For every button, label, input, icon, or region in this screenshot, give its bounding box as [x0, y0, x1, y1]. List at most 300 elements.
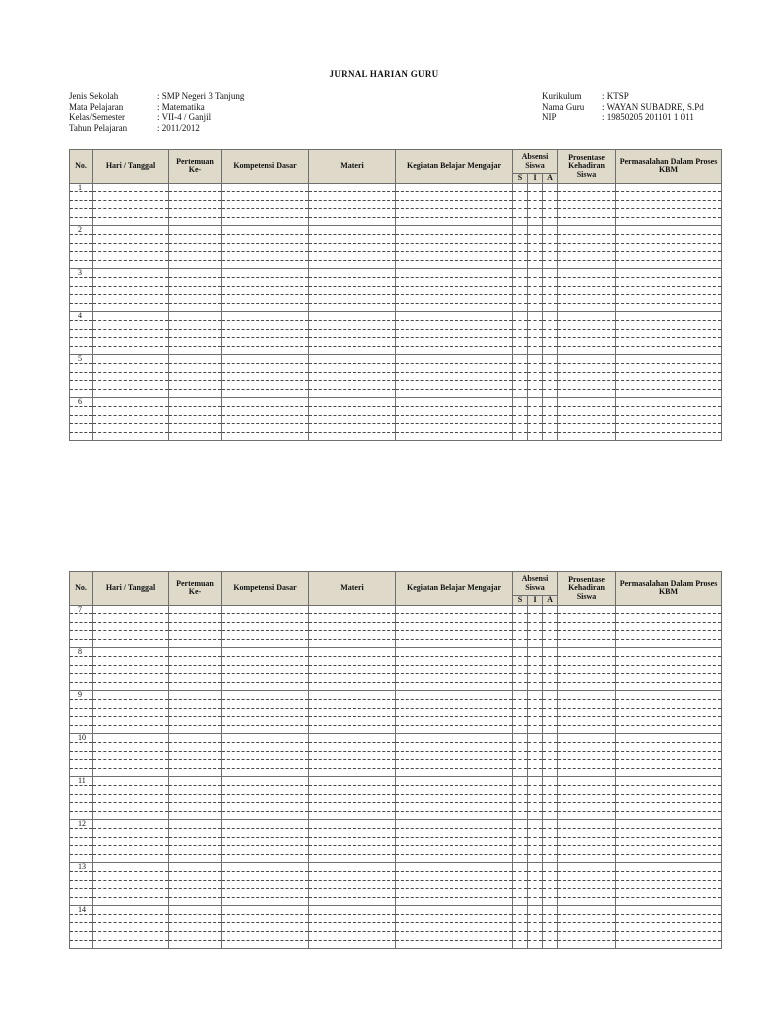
table-cell: [558, 252, 616, 261]
table-cell: [93, 708, 169, 717]
table-cell: [513, 235, 528, 244]
table-cell: [513, 674, 528, 683]
table-cell: [543, 605, 558, 614]
table-cell: [309, 777, 396, 786]
table-cell: [543, 648, 558, 657]
table-cell: [70, 303, 93, 312]
table-cell: [543, 622, 558, 631]
table-cell: [543, 252, 558, 261]
table-cell: [222, 871, 309, 880]
table-cell: [396, 871, 513, 880]
table-cell: [528, 846, 543, 855]
table-cell: [93, 871, 169, 880]
table-cell: [396, 914, 513, 923]
table-cell: [528, 329, 543, 338]
table-cell: [528, 631, 543, 640]
table-cell: [396, 906, 513, 915]
table-cell: [528, 363, 543, 372]
table-cell: [70, 657, 93, 666]
table-cell: [616, 906, 722, 915]
table-cell: [513, 837, 528, 846]
table-cell: [70, 252, 93, 261]
table-cell: [616, 269, 722, 278]
table-cell: [93, 243, 169, 252]
table-cell: [169, 415, 222, 424]
table-cell: [396, 923, 513, 932]
table-cell: [70, 381, 93, 390]
table-cell: [309, 820, 396, 829]
table-cell: [222, 914, 309, 923]
table-cell: [558, 631, 616, 640]
info-label: Mata Pelajaran: [69, 101, 124, 112]
table-cell: [396, 260, 513, 269]
table-cell: [309, 217, 396, 226]
table-row: [70, 846, 722, 855]
teacher-info: [542, 91, 704, 123]
header-kompetensi-dasar: Kompetensi Dasar: [222, 572, 309, 606]
table-row: [70, 278, 722, 287]
table-cell: [70, 785, 93, 794]
table-cell: [309, 665, 396, 674]
table-cell: [396, 389, 513, 398]
table-cell: [513, 828, 528, 837]
table-cell: [70, 432, 93, 441]
table-cell: [543, 794, 558, 803]
journal-body-1: [70, 183, 722, 441]
table-cell: [396, 768, 513, 777]
table-row: [70, 708, 722, 717]
table-cell: [309, 639, 396, 648]
table-cell: [222, 708, 309, 717]
table-cell: [543, 940, 558, 949]
table-cell: [513, 183, 528, 192]
table-row: [70, 346, 722, 355]
table-cell: [513, 346, 528, 355]
table-row: [70, 639, 722, 648]
table-cell: [169, 243, 222, 252]
table-cell: [93, 846, 169, 855]
table-cell: [528, 700, 543, 709]
table-cell: [169, 854, 222, 863]
table-cell: [513, 760, 528, 769]
table-cell: [70, 760, 93, 769]
table-cell: [396, 682, 513, 691]
table-cell: [309, 381, 396, 390]
table-cell: [93, 217, 169, 226]
table-cell: [528, 269, 543, 278]
table-cell: [169, 725, 222, 734]
table-cell: [309, 605, 396, 614]
table-cell: [93, 682, 169, 691]
table-cell: [169, 648, 222, 657]
table-cell: [543, 871, 558, 880]
table-cell: [93, 260, 169, 269]
table-cell: [513, 914, 528, 923]
table-row: [70, 871, 722, 880]
table-row: [70, 760, 722, 769]
table-cell: [169, 820, 222, 829]
table-cell: [93, 338, 169, 347]
table-cell: [169, 631, 222, 640]
table-cell: [222, 389, 309, 398]
table-cell: [513, 725, 528, 734]
table-cell: [70, 880, 93, 889]
table-cell: [396, 605, 513, 614]
table-cell: [93, 700, 169, 709]
table-cell: [528, 372, 543, 381]
table-cell: [558, 329, 616, 338]
table-cell: [543, 743, 558, 752]
table-cell: [169, 760, 222, 769]
table-cell: [222, 674, 309, 683]
table-cell: [222, 424, 309, 433]
table-cell: [616, 846, 722, 855]
table-cell: [528, 691, 543, 700]
table-cell: [513, 614, 528, 623]
table-row: [70, 303, 722, 312]
table-cell: [396, 803, 513, 812]
header-absensi-s: S: [513, 174, 528, 184]
table-cell: [543, 760, 558, 769]
table-cell: [70, 338, 93, 347]
table-cell: [558, 743, 616, 752]
table-cell: [513, 329, 528, 338]
table-cell: [543, 200, 558, 209]
table-cell: [528, 432, 543, 441]
table-cell: [543, 355, 558, 364]
table-row: [70, 674, 722, 683]
table-cell: [558, 828, 616, 837]
table-cell: [558, 820, 616, 829]
table-cell: [396, 622, 513, 631]
table-cell: [70, 725, 93, 734]
header-absensi-i: I: [528, 596, 543, 606]
table-cell: [513, 682, 528, 691]
table-cell: [222, 820, 309, 829]
table-cell: [616, 286, 722, 295]
table-cell: [528, 760, 543, 769]
table-cell: [309, 192, 396, 201]
table-row: [70, 768, 722, 777]
table-cell: [169, 871, 222, 880]
table-cell: [528, 854, 543, 863]
table-cell: [396, 192, 513, 201]
table-cell: [616, 398, 722, 407]
table-cell: [513, 700, 528, 709]
table-cell: [93, 923, 169, 932]
table-cell: [528, 639, 543, 648]
table-cell: [222, 329, 309, 338]
table-cell: [543, 923, 558, 932]
table-row: [70, 321, 722, 330]
table-cell: [70, 700, 93, 709]
table-cell: [528, 811, 543, 820]
table-cell: [558, 717, 616, 726]
entry-number: 7: [70, 605, 93, 614]
table-cell: [93, 631, 169, 640]
table-cell: [222, 932, 309, 941]
table-cell: [396, 777, 513, 786]
table-cell: [169, 734, 222, 743]
table-cell: [513, 338, 528, 347]
table-cell: [558, 235, 616, 244]
table-cell: [70, 243, 93, 252]
table-cell: [528, 768, 543, 777]
table-cell: [70, 295, 93, 304]
table-cell: [169, 295, 222, 304]
info-value: : 2011/2012: [157, 122, 200, 133]
table-cell: [558, 657, 616, 666]
table-row: [70, 363, 722, 372]
table-cell: [222, 605, 309, 614]
table-cell: [543, 329, 558, 338]
table-cell: [513, 389, 528, 398]
table-cell: [169, 846, 222, 855]
table-cell: [543, 777, 558, 786]
table-cell: [528, 820, 543, 829]
table-cell: [616, 424, 722, 433]
table-row: [70, 381, 722, 390]
table-cell: [543, 269, 558, 278]
table-cell: [616, 665, 722, 674]
table-cell: [543, 406, 558, 415]
table-cell: [543, 785, 558, 794]
table-cell: [309, 871, 396, 880]
table-cell: [513, 432, 528, 441]
entry-number: 4: [70, 312, 93, 321]
table-cell: [169, 614, 222, 623]
table-cell: [558, 734, 616, 743]
table-cell: [396, 398, 513, 407]
table-cell: [309, 432, 396, 441]
table-cell: [93, 286, 169, 295]
table-cell: [70, 717, 93, 726]
info-row-mata-pelajaran: [69, 102, 244, 113]
table-cell: [222, 338, 309, 347]
table-cell: [513, 321, 528, 330]
school-info: [69, 91, 244, 133]
table-cell: [616, 708, 722, 717]
table-cell: [222, 303, 309, 312]
table-cell: [70, 278, 93, 287]
table-cell: [616, 252, 722, 261]
table-cell: [543, 863, 558, 872]
table-cell: [396, 295, 513, 304]
entry-number: 1: [70, 183, 93, 192]
table-cell: [513, 372, 528, 381]
table-cell: [93, 751, 169, 760]
table-cell: [513, 743, 528, 752]
table-cell: [222, 312, 309, 321]
table-cell: [558, 355, 616, 364]
table-cell: [93, 614, 169, 623]
table-cell: [513, 295, 528, 304]
table-cell: [70, 768, 93, 777]
header-prosentase: Prosentase Kehadiran Siswa: [558, 572, 616, 606]
table-cell: [616, 700, 722, 709]
table-cell: [558, 794, 616, 803]
table-cell: [616, 897, 722, 906]
table-cell: [543, 889, 558, 898]
table-cell: [513, 260, 528, 269]
header-absensi-a: A: [543, 596, 558, 606]
table-cell: [93, 346, 169, 355]
table-cell: [93, 914, 169, 923]
table-cell: [396, 252, 513, 261]
table-cell: [93, 278, 169, 287]
table-cell: [558, 880, 616, 889]
table-cell: [543, 932, 558, 941]
table-cell: [169, 751, 222, 760]
table-cell: [543, 674, 558, 683]
table-cell: [70, 217, 93, 226]
table-cell: [528, 209, 543, 218]
table-cell: [558, 897, 616, 906]
table-cell: [309, 906, 396, 915]
table-row: [70, 932, 722, 941]
table-cell: [93, 768, 169, 777]
table-cell: [93, 381, 169, 390]
table-cell: [616, 217, 722, 226]
table-cell: [70, 871, 93, 880]
table-cell: [222, 398, 309, 407]
table-cell: [93, 321, 169, 330]
table-cell: [558, 768, 616, 777]
table-cell: [616, 209, 722, 218]
table-cell: [70, 329, 93, 338]
table-cell: [93, 828, 169, 837]
table-cell: [543, 398, 558, 407]
table-cell: [528, 252, 543, 261]
table-cell: [528, 243, 543, 252]
table-cell: [309, 785, 396, 794]
table-cell: [616, 811, 722, 820]
table-cell: [513, 312, 528, 321]
table-row: [70, 725, 722, 734]
table-cell: [169, 355, 222, 364]
table-cell: [309, 303, 396, 312]
table-cell: [396, 243, 513, 252]
table-cell: [396, 734, 513, 743]
table-cell: [309, 708, 396, 717]
table-row: [70, 269, 722, 278]
table-cell: [558, 303, 616, 312]
table-cell: [309, 863, 396, 872]
table-cell: [222, 622, 309, 631]
table-cell: [93, 906, 169, 915]
table-cell: [169, 674, 222, 683]
table-cell: [309, 846, 396, 855]
table-cell: [558, 321, 616, 330]
table-cell: [396, 321, 513, 330]
table-cell: [222, 269, 309, 278]
table-cell: [309, 406, 396, 415]
header-absensi-a: A: [543, 174, 558, 184]
table-cell: [513, 811, 528, 820]
table-cell: [558, 200, 616, 209]
table-cell: [93, 854, 169, 863]
table-cell: [528, 940, 543, 949]
table-cell: [169, 217, 222, 226]
table-cell: [528, 665, 543, 674]
table-cell: [396, 854, 513, 863]
table-cell: [528, 785, 543, 794]
info-value: : SMP Negeri 3 Tanjung: [157, 91, 245, 101]
table-cell: [222, 665, 309, 674]
table-cell: [93, 389, 169, 398]
table-cell: [169, 321, 222, 330]
table-cell: [309, 751, 396, 760]
table-cell: [70, 614, 93, 623]
table-cell: [222, 200, 309, 209]
table-cell: [528, 708, 543, 717]
table-cell: [513, 863, 528, 872]
table-row: [70, 854, 722, 863]
table-cell: [93, 932, 169, 941]
table-cell: [309, 355, 396, 364]
table-cell: [93, 743, 169, 752]
table-cell: [558, 432, 616, 441]
table-cell: [222, 691, 309, 700]
table-cell: [396, 286, 513, 295]
table-cell: [222, 432, 309, 441]
table-cell: [169, 863, 222, 872]
table-cell: [222, 260, 309, 269]
table-cell: [616, 243, 722, 252]
table-cell: [543, 303, 558, 312]
table-cell: [543, 260, 558, 269]
table-cell: [309, 717, 396, 726]
table-cell: [543, 820, 558, 829]
table-cell: [93, 657, 169, 666]
table-cell: [309, 889, 396, 898]
table-cell: [70, 854, 93, 863]
table-cell: [70, 828, 93, 837]
table-cell: [309, 811, 396, 820]
info-label: Nama Guru: [542, 101, 585, 112]
table-cell: [396, 691, 513, 700]
info-row-nip: [542, 112, 704, 123]
table-row: [70, 777, 722, 786]
table-cell: [396, 785, 513, 794]
header-permasalahan: Permasalahan Dalam Proses KBM: [616, 572, 722, 606]
table-cell: [93, 760, 169, 769]
table-cell: [513, 243, 528, 252]
table-cell: [222, 725, 309, 734]
table-cell: [222, 415, 309, 424]
table-row: [70, 734, 722, 743]
table-cell: [616, 837, 722, 846]
table-cell: [309, 209, 396, 218]
table-cell: [169, 639, 222, 648]
table-cell: [93, 803, 169, 812]
table-cell: [543, 381, 558, 390]
table-cell: [616, 940, 722, 949]
table-cell: [396, 235, 513, 244]
table-cell: [93, 303, 169, 312]
table-cell: [70, 639, 93, 648]
table-cell: [309, 725, 396, 734]
table-cell: [616, 226, 722, 235]
table-cell: [543, 897, 558, 906]
table-cell: [93, 269, 169, 278]
table-cell: [513, 691, 528, 700]
table-cell: [396, 432, 513, 441]
table-cell: [222, 837, 309, 846]
table-cell: [558, 389, 616, 398]
table-cell: [543, 424, 558, 433]
table-cell: [169, 717, 222, 726]
